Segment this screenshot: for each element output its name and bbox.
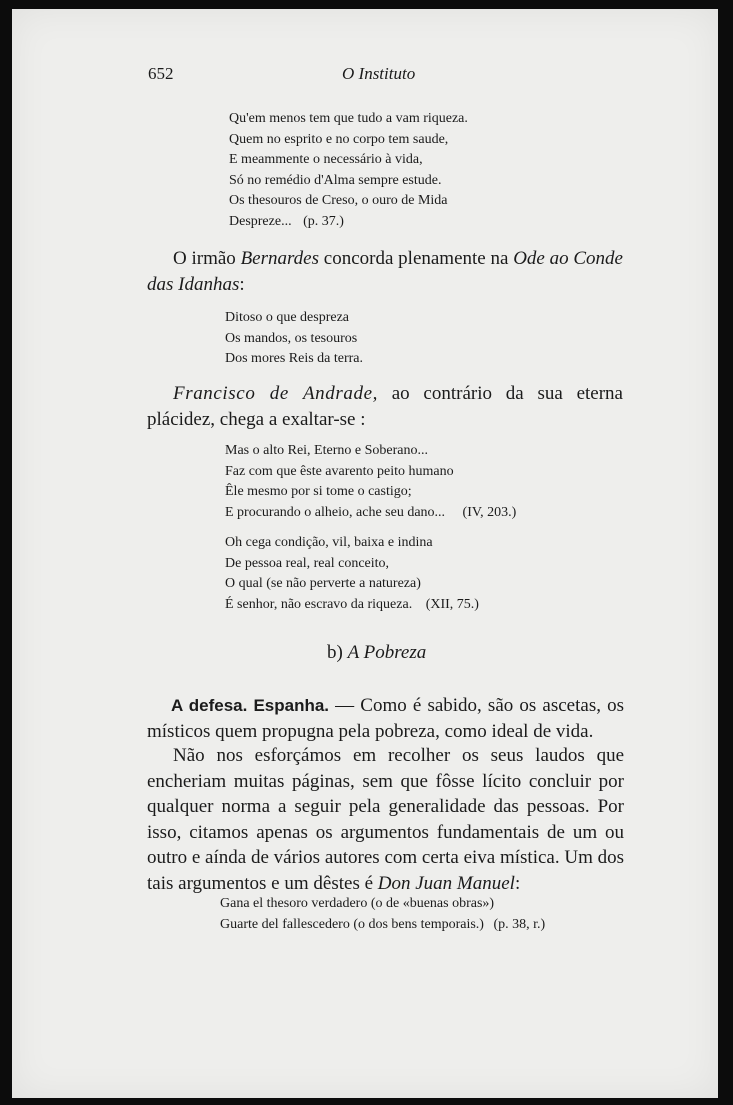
verse-line: Mas o alto Rei, Eterno e Soberano...: [225, 443, 428, 458]
verse-line-text: E procurando o alheio, ache seu dano...: [225, 504, 446, 520]
paragraph-defesa: [147, 693, 624, 744]
author-name: Don Juan Manuel: [377, 872, 515, 894]
paragraph-andrade: [147, 381, 623, 432]
paragraph-text: Não nos esforçámos em recolher os seus laudos que encheriam muitas páginas, sem que fôsse lícito concluir por qualquer norma a seguir pela generalidade das pessoas. Por isso, citamos apenas os argumentos fundamentais de um ou outro e aínda de vários autores com certa eiva mística. Um dos tais argumentos e um dêstes é: [147, 745, 624, 894]
verse-line: Gana el thesoro verdadero (o de «buenas obras»): [220, 896, 495, 911]
author-name: Bernardes: [240, 248, 320, 269]
verse-line: Os mandos, os tesouros: [225, 330, 358, 346]
verse-line: Faz com que êste avarento peito humano: [225, 463, 454, 479]
verse-line: Qu'em menos tem que tudo a vam riqueza.: [229, 111, 468, 126]
citation-reference: (IV, 203.): [462, 504, 517, 520]
paragraph-text: :: [239, 273, 245, 295]
citation-reference: (XII, 75.): [425, 596, 479, 612]
citation-reference: (p. 37.): [303, 213, 344, 229]
paragraph-text: concorda plenamente na: [319, 248, 514, 269]
paragraph-bernardes: [147, 246, 623, 297]
verse-line: Oh cega condição, vil, baixa e indina: [225, 535, 433, 550]
verse-line: De pessoa real, real conceito,: [225, 555, 390, 571]
paragraph-text: :: [514, 872, 521, 894]
verse-line: [225, 503, 516, 524]
verse-line: Ditoso o que despreza: [225, 310, 350, 325]
section-heading: [327, 642, 426, 664]
verse-line: Dos mores Reis da terra.: [225, 351, 364, 366]
verse-line-text: É senhor, não escravo da riqueza.: [225, 596, 413, 612]
section-label: b): [327, 642, 343, 663]
verse-line-text: Despreze...: [229, 213, 292, 229]
verse-line: Só no remédio d'Alma sempre estude.: [229, 172, 442, 188]
paragraph-text: — Como é sabido, são os ascetas, os místicos quem propugna pela pobreza, como ideal de vida.: [147, 695, 624, 742]
citation-reference: (p. 38, r.): [493, 917, 546, 932]
run-in-heading: A defesa. Espanha.: [171, 696, 330, 715]
verse-line: E meammente o necessário à vida,: [229, 152, 423, 167]
page-number: 652: [148, 64, 174, 83]
book-page: [12, 9, 718, 1098]
verse-line: O qual (se não perverte a natureza): [225, 576, 421, 591]
author-name: Francisco de Andrade,: [173, 383, 378, 404]
verse-line-text: Guarte del fallescedero (o dos bens temporais.): [220, 917, 484, 932]
verse-line: Os thesouros de Creso, o ouro de Mida: [229, 193, 448, 208]
verse-line: Êle mesmo por si tome o castigo;: [225, 484, 412, 499]
paragraph-text: ao contrário da sua eterna plácidez, chega a exaltar-se :: [147, 383, 623, 430]
verse-quote-2: [225, 308, 363, 370]
verse-quote-5: [220, 893, 545, 935]
verse-line: [220, 914, 545, 935]
running-title: O Instituto: [342, 64, 416, 83]
paragraph-argumentos: [147, 743, 624, 896]
verse-quote-1: [229, 109, 468, 232]
verse-line: Quem no esprito e no corpo tem saude,: [229, 131, 449, 147]
verse-quote-3: [225, 441, 516, 523]
paragraph-text: O irmão: [173, 248, 241, 269]
verse-line: [229, 212, 468, 233]
section-title: A Pobreza: [347, 642, 427, 663]
verse-quote-4: [225, 533, 479, 615]
work-title: Ode ao Conde das Idanhas: [147, 248, 623, 295]
verse-line: [225, 595, 479, 616]
